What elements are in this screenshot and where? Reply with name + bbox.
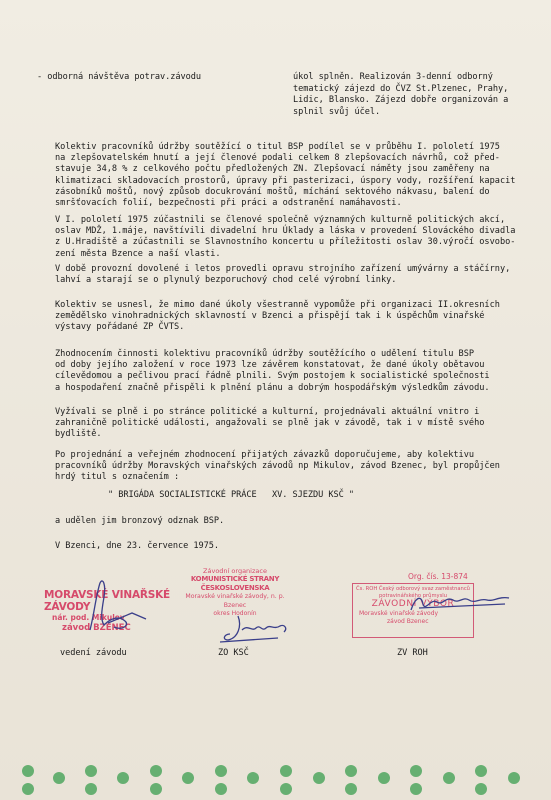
paragraph-line: a hospodaření značně přispěli k plnění plánu a dobrým hospodářským výsledkům závodu. (55, 382, 490, 393)
signature-party (218, 612, 293, 644)
stamp-line: Čs. ROH Český odborový svaz zaměstnanců (356, 586, 470, 592)
paragraph-line: Zhodnocením činnosti kolektivu pracovníků údržby soutěžícího o udělení titulu BSP (55, 349, 475, 359)
punch-hole (475, 783, 487, 795)
title-line: " BRIGÁDA SOCIALISTICKÉ PRÁCE XV. SJEZDU KSČ " (108, 490, 354, 500)
punch-hole (215, 783, 227, 795)
paragraph-line: od doby jejího založení v roce 1973 lze závěrem konstatovat, že dané úkoly obětavou (55, 360, 485, 371)
stamp-line: ZÁVODNÍ VÝBOR (371, 599, 455, 609)
paragraph-maintenance (55, 264, 515, 286)
paragraph-evaluation (55, 349, 515, 394)
paragraph-line: Po projednání a veřejném zhodnocení přijatých závazků doporučujeme, aby kolektivu (55, 450, 475, 460)
header-right-line-4: splnil svůj účel. (293, 106, 381, 117)
header-left-text: - odborná návštěva potrav.závodu (37, 72, 201, 82)
paragraph-line: Vyžívali se plně i po stránce politické a kulturní, projednávali aktuální vnitro i (55, 407, 480, 417)
stamp-line: potravinářského průmyslu (378, 592, 447, 599)
signature-management (70, 575, 150, 635)
punch-hole (117, 772, 129, 784)
punch-hole (410, 783, 422, 795)
party-organization-stamp (160, 567, 310, 618)
paragraph-line: V době provozní dovolené i letos provedli opravu strojního zařízení umývárny a stáčírny, (55, 264, 511, 274)
org-number: Org. čís. 13-874 (408, 572, 468, 581)
paragraph-line: zásobníků moštů, nový způsob docukrování moštů, míchání sektového nákvasu, balení do (55, 186, 490, 197)
stamp-line: Moravské vinařské závody, n. p. (185, 593, 285, 600)
paragraph-line: lahví a starají se o plynulý bezporuchový chod celé výrobní linky. (55, 275, 397, 286)
paragraph-line: stavuje 34,8 % z celkového počtu předložených ZN. Zlepšovací náměty jsou zaměřeny na (55, 164, 490, 175)
label-management: vedení závodu (60, 648, 127, 658)
stamp-line: Závodní organizace (203, 567, 267, 575)
paragraph-line: pracovníků údržby Moravských vinařských závodů np Mikulov, závod Bzenec, byl propůjčen (55, 461, 500, 472)
stamp-line: závod Bzenec (387, 617, 429, 625)
paragraph-line: Kolektiv se usnesl, že mimo dané úkoly všestranně vypomůže při organizaci II.okresních (55, 300, 500, 310)
stamp-line: okres Hodonín (213, 610, 257, 617)
punch-hole (150, 765, 162, 777)
paragraph-line: smršťovacích folií, bezpečnosti při práci a odstranění namáhavosti. (55, 198, 402, 209)
signature-union (405, 588, 515, 616)
punch-hole (410, 765, 422, 777)
paragraph-line: V I. pololetí 1975 zúčastnili se členové společně významných kulturně politických akcí, (55, 215, 506, 225)
paragraph-line: Kolektiv pracovníků údržby soutěžící o titul BSP podílel se v průběhu I. pololetí 1975 (55, 142, 500, 152)
header-right-line-1: úkol splněn. Realizován 3-denní odborný (293, 72, 493, 82)
stamp-line: Bzenec (223, 601, 247, 609)
paragraph-line: cílevědomou a pečlivou prací řádně plnili. Svým postojem k socialistické společnosti (55, 371, 490, 382)
punch-hole (313, 772, 325, 784)
punch-hole (22, 783, 34, 795)
paragraph-exhibition (55, 300, 515, 334)
paragraph-line: zemědělsko vinohradnických sklavností v Bzenci a přispějí tak i k úspěchům vinařské (55, 311, 485, 322)
stamp-line: závod BZENEC (62, 623, 131, 633)
punch-hole (475, 765, 487, 777)
punch-hole (280, 783, 292, 795)
punch-hole (182, 772, 194, 784)
paragraph-political (55, 407, 515, 441)
paragraph-cultural-events (55, 215, 515, 260)
label-party-organization: ZO KSČ (218, 648, 249, 658)
header-right-line-3: Lidic, Blansko. Zájezd dobře organizován a (293, 95, 509, 105)
punch-hole (508, 772, 520, 784)
label-trade-union: ZV ROH (397, 648, 428, 658)
paragraph-line: výstavy pořádané ZP ČVTS. (55, 322, 185, 333)
punch-hole (150, 783, 162, 795)
punch-hole (378, 772, 390, 784)
punch-hole (85, 765, 97, 777)
punch-hole (345, 765, 357, 777)
paragraph-line: zení města Bzence a naší vlasti. (55, 248, 221, 259)
date-line: V Bzenci, dne 23. července 1975. (55, 541, 219, 551)
punch-hole (345, 783, 357, 795)
punch-hole (215, 765, 227, 777)
paragraph-line: na zlepšovatelském hnutí a její členové podali celkem 8 zlepšovacích návrhů, což před- (55, 153, 500, 164)
stamp-line: Moravské vinařské závody (359, 610, 439, 617)
paragraph-recommendation (55, 450, 515, 484)
punch-hole (443, 772, 455, 784)
paragraph-line: z U.Hradiště a zúčastnili se Slavnostního koncertu u příležitosti oslav 30.výročí osvobo- (55, 237, 516, 248)
stamp-line: KOMUNISTICKÉ STRANY ČESKOSLOVENSKA (190, 575, 280, 592)
header-right-line-2: tematický zájezd do ČVZ St.Plzenec, Prahy, (293, 83, 509, 94)
award-line: a udělen jim bronzový odznak BSP. (55, 516, 225, 526)
punch-hole (85, 783, 97, 795)
paragraph-line: bydliště. (55, 429, 102, 440)
paragraph-line: zahraničně politické události, angažovali se plně jak v závodě, tak i v místě svého (55, 418, 485, 429)
paragraph-improvements (55, 142, 515, 209)
paragraph-line: oslav MDŽ, 1.máje, navštívili divadelní hru Úklady a láska v provedení Slováckého divadla (55, 226, 516, 237)
stamp-line: nár. pod. Mikulov (52, 613, 125, 622)
punch-hole (280, 765, 292, 777)
paragraph-line: klimatizaci skladovacích prostorů, úpravy při pasterizaci, úspory vody, rozšíření kapacit (55, 175, 516, 186)
punch-hole (247, 772, 259, 784)
punch-hole (53, 772, 65, 784)
punch-hole (22, 765, 34, 777)
paragraph-line: hrdý titul s označením : (55, 472, 180, 483)
stamp-line: MORAVSKÉ VINAŘSKÉ ZÁVODY (44, 589, 171, 613)
